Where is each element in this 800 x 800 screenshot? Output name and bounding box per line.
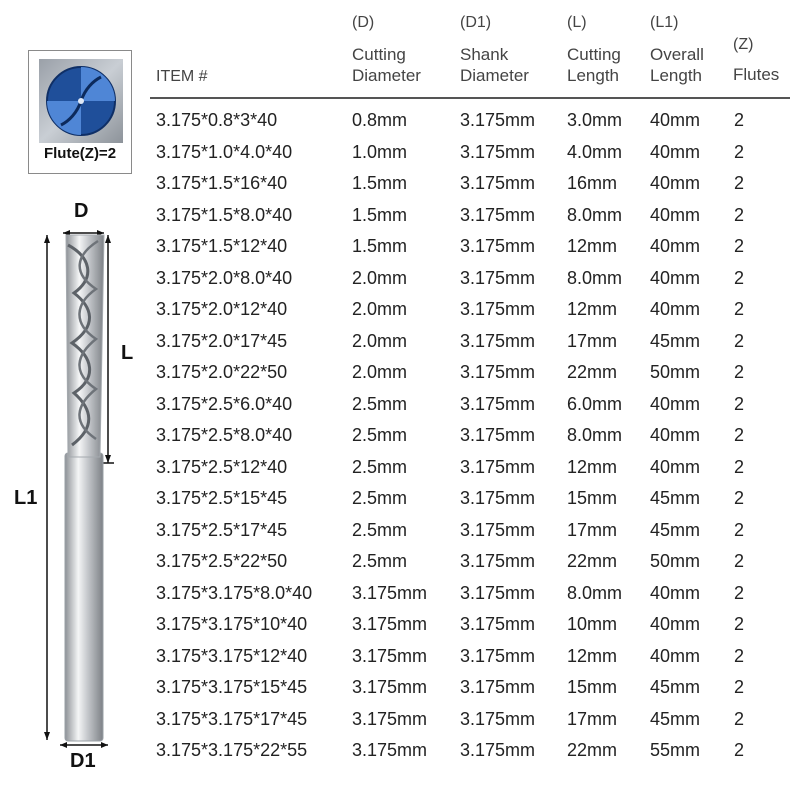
cell-overall-length: 40mm — [650, 204, 701, 225]
cell-overall-length: 40mm — [650, 299, 701, 319]
cell-flutes: 2 — [734, 362, 745, 382]
cell-shank-diameter: 3.175mm — [460, 110, 536, 130]
cell-cutting-diameter: 1.5mm — [352, 236, 408, 256]
cell-overall-length: 40mm — [650, 267, 701, 288]
cell-cutting-length: 22mm — [567, 551, 618, 571]
header-code: (D) — [352, 14, 375, 31]
cell-overall-length: 45mm — [650, 519, 701, 540]
cell-cutting-length: 8.0mm — [567, 267, 623, 288]
cell-cutting-diameter: 2.5mm — [352, 488, 408, 508]
cell-overall-length: 45mm — [650, 708, 701, 729]
cell-cutting-length: 8.0mm — [567, 204, 623, 225]
cell-item-number: 3.175*3.175*15*45 — [156, 677, 308, 697]
header-line2: Length — [650, 66, 702, 85]
cell-overall-length: 40mm — [650, 645, 701, 666]
cell-shank-diameter: 3.175mm — [460, 677, 536, 697]
header-line1: Overall — [650, 45, 704, 64]
cell-cutting-diameter: 2.5mm — [352, 551, 408, 571]
cell-cutting-length: 22mm — [567, 740, 618, 760]
header-flutes — [733, 36, 779, 85]
cell-shank-diameter: 3.175mm — [460, 708, 536, 729]
cell-cutting-diameter: 3.175mm — [352, 645, 428, 666]
table-row — [150, 421, 790, 453]
table-row — [150, 106, 790, 138]
cell-item-number: 3.175*0.8*3*40 — [156, 110, 278, 130]
cell-flutes: 2 — [734, 551, 745, 571]
cell-cutting-length: 12mm — [567, 456, 618, 477]
cell-item-number: 3.175*2.0*12*40 — [156, 299, 288, 319]
cell-cutting-diameter: 2.0mm — [352, 299, 408, 319]
table-row — [150, 736, 790, 768]
cell-cutting-length: 12mm — [567, 645, 618, 666]
cell-cutting-length: 15mm — [567, 488, 618, 508]
cell-item-number: 3.175*3.175*8.0*40 — [156, 582, 313, 603]
cell-shank-diameter: 3.175mm — [460, 299, 536, 319]
flute-caption: Flute(Z)=2 — [43, 145, 117, 162]
table-row — [150, 610, 790, 642]
cell-flutes: 2 — [734, 267, 745, 288]
cell-shank-diameter: 3.175mm — [460, 740, 536, 760]
header-code: (Z) — [733, 36, 754, 53]
cell-shank-diameter: 3.175mm — [460, 236, 536, 256]
cell-shank-diameter: 3.175mm — [460, 267, 536, 288]
cell-flutes: 2 — [734, 425, 745, 445]
cell-overall-length: 40mm — [650, 614, 701, 634]
cell-shank-diameter: 3.175mm — [460, 425, 536, 445]
cell-item-number: 3.175*3.175*17*45 — [156, 708, 308, 729]
cell-cutting-length: 3.0mm — [567, 110, 623, 130]
cell-cutting-length: 4.0mm — [567, 141, 623, 162]
header-divider — [150, 97, 790, 99]
table-row — [150, 201, 790, 233]
cell-cutting-diameter: 2.0mm — [352, 330, 408, 351]
cell-flutes: 2 — [734, 204, 745, 225]
cell-flutes: 2 — [734, 614, 745, 634]
cell-item-number: 3.175*2.0*8.0*40 — [156, 267, 293, 288]
table-row — [150, 327, 790, 359]
table-row — [150, 390, 790, 422]
cell-cutting-diameter: 2.5mm — [352, 425, 408, 445]
header-line2: Diameter — [460, 66, 529, 85]
header-item: ITEM # — [156, 68, 208, 85]
table-row — [150, 579, 790, 611]
cell-cutting-length: 16mm — [567, 173, 618, 193]
cell-shank-diameter: 3.175mm — [460, 330, 536, 351]
cell-cutting-length: 12mm — [567, 299, 618, 319]
dimension-label-d: D — [74, 200, 89, 222]
cell-flutes: 2 — [734, 677, 745, 697]
cell-cutting-diameter: 2.0mm — [352, 362, 408, 382]
cell-item-number: 3.175*2.5*6.0*40 — [156, 393, 293, 414]
cell-cutting-length: 6.0mm — [567, 393, 623, 414]
table-row — [150, 484, 790, 516]
cell-overall-length: 40mm — [650, 110, 701, 130]
table-row — [150, 232, 790, 264]
cell-overall-length: 50mm — [650, 362, 701, 382]
cell-cutting-length: 10mm — [567, 614, 618, 634]
cell-overall-length: 40mm — [650, 425, 701, 445]
table-row — [150, 516, 790, 548]
cell-flutes: 2 — [734, 488, 745, 508]
cell-cutting-diameter: 2.5mm — [352, 456, 408, 477]
table-row — [150, 547, 790, 579]
cell-flutes: 2 — [734, 393, 745, 414]
cell-shank-diameter: 3.175mm — [460, 204, 536, 225]
cell-flutes: 2 — [734, 141, 745, 162]
cell-overall-length: 40mm — [650, 173, 701, 193]
dimension-label-d1: D1 — [70, 750, 96, 772]
cell-overall-length: 40mm — [650, 456, 701, 477]
header-line2: Length — [567, 66, 619, 85]
cell-cutting-diameter: 1.5mm — [352, 204, 408, 225]
cell-overall-length: 40mm — [650, 141, 701, 162]
cell-cutting-diameter: 3.175mm — [352, 708, 428, 729]
cell-cutting-diameter: 1.0mm — [352, 141, 408, 162]
cell-item-number: 3.175*2.0*22*50 — [156, 362, 288, 382]
cell-flutes: 2 — [734, 110, 745, 130]
cell-cutting-length: 22mm — [567, 362, 618, 382]
cell-cutting-diameter: 3.175mm — [352, 677, 428, 697]
cell-item-number: 3.175*3.175*10*40 — [156, 614, 308, 634]
cell-flutes: 2 — [734, 456, 745, 477]
cell-overall-length: 40mm — [650, 582, 701, 603]
cell-shank-diameter: 3.175mm — [460, 393, 536, 414]
cell-item-number: 3.175*2.0*17*45 — [156, 330, 288, 351]
cell-item-number: 3.175*2.5*15*45 — [156, 488, 288, 508]
table-row — [150, 705, 790, 737]
cell-flutes: 2 — [734, 236, 745, 256]
header-code: (D1) — [460, 14, 492, 31]
cell-overall-length: 45mm — [650, 488, 701, 508]
cell-flutes: 2 — [734, 173, 745, 193]
cell-overall-length: 45mm — [650, 677, 701, 697]
cell-shank-diameter: 3.175mm — [460, 645, 536, 666]
dimension-label-l1: L1 — [14, 487, 38, 509]
dimension-label-l: L — [121, 342, 134, 364]
table-row — [150, 673, 790, 705]
header-line1: Cutting — [567, 45, 621, 64]
cell-shank-diameter: 3.175mm — [460, 519, 536, 540]
header-overall-length — [650, 14, 704, 86]
cell-item-number: 3.175*1.5*16*40 — [156, 173, 288, 193]
header-cutting-length — [567, 14, 621, 86]
cell-item-number: 3.175*2.5*22*50 — [156, 551, 288, 571]
cell-cutting-diameter: 3.175mm — [352, 740, 428, 760]
cell-cutting-diameter: 3.175mm — [352, 582, 428, 603]
cell-overall-length: 50mm — [650, 551, 701, 571]
cell-cutting-length: 15mm — [567, 677, 618, 697]
cell-flutes: 2 — [734, 708, 745, 729]
cell-flutes: 2 — [734, 299, 745, 319]
cell-flutes: 2 — [734, 519, 745, 540]
cell-cutting-length: 8.0mm — [567, 582, 623, 603]
table-row — [150, 642, 790, 674]
cell-flutes: 2 — [734, 740, 745, 760]
flute-thumbnail — [28, 50, 132, 174]
cell-shank-diameter: 3.175mm — [460, 173, 536, 193]
table-row — [150, 358, 790, 390]
header-code: (L1) — [650, 14, 679, 31]
cell-item-number: 3.175*1.0*4.0*40 — [156, 141, 293, 162]
cell-cutting-length: 8.0mm — [567, 425, 623, 445]
header-shank-diameter — [460, 14, 529, 86]
cell-cutting-length: 17mm — [567, 708, 618, 729]
header-line1: Flutes — [733, 65, 780, 84]
cell-cutting-length: 17mm — [567, 330, 618, 351]
cell-overall-length: 40mm — [650, 236, 701, 256]
cell-cutting-length: 12mm — [567, 236, 618, 256]
cell-overall-length: 45mm — [650, 330, 701, 351]
cell-flutes: 2 — [734, 582, 745, 603]
end-mill-cross-section-image — [39, 59, 123, 143]
cell-item-number: 3.175*3.175*22*55 — [156, 740, 308, 760]
cell-shank-diameter: 3.175mm — [460, 614, 536, 634]
header-line2: Diameter — [352, 66, 421, 85]
cell-flutes: 2 — [734, 645, 745, 666]
table-row — [150, 453, 790, 485]
spec-table-body — [150, 106, 790, 768]
header-cutting-diameter — [352, 14, 421, 86]
header-code: (L) — [567, 14, 587, 31]
cell-shank-diameter: 3.175mm — [460, 582, 536, 603]
table-row — [150, 169, 790, 201]
cell-item-number: 3.175*2.5*8.0*40 — [156, 425, 293, 445]
cell-cutting-diameter: 1.5mm — [352, 173, 408, 193]
cell-shank-diameter: 3.175mm — [460, 141, 536, 162]
table-row — [150, 138, 790, 170]
cell-item-number: 3.175*2.5*12*40 — [156, 456, 288, 477]
cell-cutting-diameter: 2.0mm — [352, 267, 408, 288]
header-line1: Cutting — [352, 45, 406, 64]
cell-item-number: 3.175*1.5*12*40 — [156, 236, 288, 256]
cell-cutting-diameter: 0.8mm — [352, 110, 408, 130]
cell-shank-diameter: 3.175mm — [460, 362, 536, 382]
cell-flutes: 2 — [734, 330, 745, 351]
header-line1: Shank — [460, 45, 509, 64]
cell-cutting-diameter: 2.5mm — [352, 519, 408, 540]
cell-item-number: 3.175*1.5*8.0*40 — [156, 204, 293, 225]
cell-item-number: 3.175*3.175*12*40 — [156, 645, 308, 666]
cell-item-number: 3.175*2.5*17*45 — [156, 519, 288, 540]
cell-cutting-diameter: 2.5mm — [352, 393, 408, 414]
cell-shank-diameter: 3.175mm — [460, 456, 536, 477]
cell-shank-diameter: 3.175mm — [460, 488, 536, 508]
cell-overall-length: 55mm — [650, 740, 701, 760]
cell-cutting-length: 17mm — [567, 519, 618, 540]
table-row — [150, 295, 790, 327]
table-row — [150, 264, 790, 296]
cell-overall-length: 40mm — [650, 393, 701, 414]
cell-shank-diameter: 3.175mm — [460, 551, 536, 571]
cell-cutting-diameter: 3.175mm — [352, 614, 428, 634]
